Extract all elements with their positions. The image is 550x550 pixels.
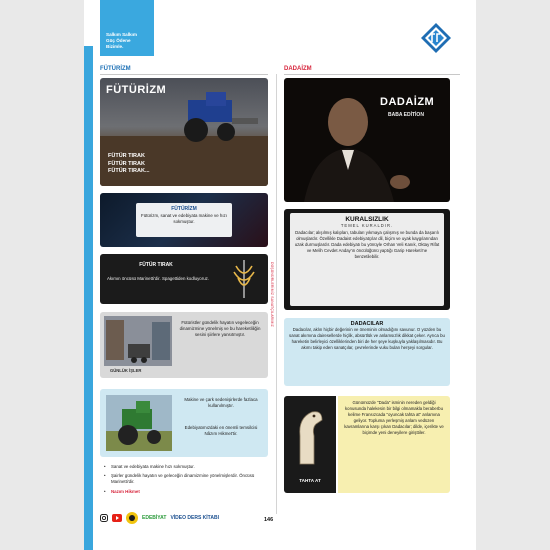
- futur-line-1: FÜTÜR TIRAK: [108, 153, 145, 159]
- gundelik-label: GÜNLÜK İŞLER: [110, 368, 142, 373]
- kuralsizlik-subtitle: TEMEL KURALDIR.: [340, 223, 394, 228]
- bullet-dot-icon: •: [104, 464, 106, 469]
- futur-tirak-title-text: FÜTÜR TIRAK: [139, 262, 173, 268]
- gundelik-text: Fütüristler gündelik hayatın vegeleceğin dinamizmine yönelmiş ve bu hareketliliğin sesini şiirlere yansıtmıştır.: [179, 320, 261, 338]
- right-divider: [284, 74, 460, 75]
- makine-text-1: Makine ve çark sedenişirlerde fazlaca kullanılmıştır.: [184, 397, 258, 409]
- footer-brand-name: EDEBİYAT: [142, 515, 167, 521]
- footer-book-title: VİDEO DERS KİTABI: [170, 515, 219, 521]
- futurizm-definition-text: Fütürizm, sanat ve edebiyata makine ve hızı sokmuştur.: [141, 213, 227, 225]
- futur-tirak-text: Akımın öncüsü Marinetti'dir. Spagettiden kodluyoruz.: [106, 276, 210, 281]
- vertical-caption: DÜŞÜNÜRLERİMİZ SANATÇILARIMIZ: [270, 262, 274, 327]
- kuralsizlik-title: KURALSIZLIK: [345, 216, 389, 223]
- dadacilar-text: Dadacılar, aklın hiçbir değerinin ve öneminin olmadığını savunur. O yüzden bu sanat akımına dairesellerde hiçlik, absürtlük ve anlamsızlık dikkat çeker. Ayrıca bu hareketin belirleyici özelliklerinden biri de her şeye kuşkuyla yaklaşılmasıdır. Bu akımı takip eden sanatçılar, çevrelerinde vuku bulan herşeyi sorgular.: [289, 327, 445, 350]
- dadaizm-banner: [284, 78, 450, 202]
- futur-line-3: FÜTÜR TIRAK...: [108, 168, 150, 174]
- bullet-item: [104, 473, 268, 485]
- tahta-at-text: Günümüzde "Dada" isminin nereden geldiği konusunda halekesin bir bilgi olmamakla beraberbu kelime Fransızcada "oyuncak tahta at" anlamına geliyor. Topluma yerleşmiş anlam vedüzen kavramlarına karşı çıkan Dadacılar; dilde, içerikte ve biçimde yeni deneyilere girişttiler.: [344, 400, 444, 436]
- futur-tirak-title: [100, 262, 212, 269]
- column-divider: [276, 74, 277, 514]
- slogan-tab: [100, 0, 154, 56]
- futur-tirak-card: [100, 254, 268, 304]
- makine-text-2: Edebiyatımızdaki en önemli temsilcisi Nâzım Hikmet'tir.: [184, 425, 258, 437]
- bullet-dot-icon: •: [104, 488, 106, 494]
- futurizm-definition-box: [136, 203, 232, 237]
- spaghetti-fork-icon: [226, 258, 262, 300]
- bullet-item: [104, 464, 268, 470]
- tahta-at-image-panel: [284, 396, 336, 493]
- tahta-at-text-panel: [338, 396, 450, 493]
- dadacilar-title: DADACILAR: [350, 321, 384, 327]
- futurizm-banner-title: FÜTÜRİZM: [106, 84, 167, 96]
- book-page: [84, 0, 476, 550]
- bullet-text-2: Şairler gündelik hayatın ve geleceğin dinamizmine yönelmişlerdir. Öncüsü Marinetti'dir.: [111, 473, 255, 485]
- street-scene-image: [104, 316, 172, 366]
- futurizm-banner: [100, 78, 268, 186]
- page-number: 146: [264, 517, 274, 523]
- slogan-line-1: Salkım Salkım: [106, 32, 137, 37]
- slogan-line-3: Bizimle.: [106, 44, 124, 49]
- youtube-icon[interactable]: [112, 514, 122, 522]
- futur-line-2: FÜTÜR TIRAK: [108, 160, 145, 167]
- dadacilar-card: [284, 318, 450, 386]
- kuralsizlik-text: Dadacılar; alışılmış kalıpları, tabuları yıkmaya çalışmış ve bunda da başarılı olmuşlardır. Özellikle Dadaist edebiyatçılar dil, biçim ve uyak kaygılarından uzak durmuşlardır. Dada edebiyatı bu yönüyle Orhan Veli Kanık, Oktay Rifat ve Melih Cevdet Anday'ın öncülüğünü yaptığı Garip Hareketi'ne benzetilebilir.: [294, 230, 440, 259]
- channel-badge-icon: [126, 512, 138, 524]
- slogan-line-2: Güç Ödene: [106, 38, 131, 43]
- green-tractor-image: [106, 395, 172, 451]
- kuralsizlik-box: [290, 213, 444, 306]
- bullet-text-1: Sanat ve edebiyata makine hızı sokmuştur.: [111, 464, 195, 469]
- left-divider: [100, 74, 268, 75]
- gundelik-card: [100, 312, 268, 378]
- bullet-text-3: Nazım Hikmet: [111, 488, 140, 494]
- wooden-horse-icon: [292, 406, 328, 466]
- futurizm-heading: FÜTÜRİZM: [100, 66, 131, 72]
- tahta-at-card: [284, 396, 450, 493]
- summary-bullets: [104, 464, 268, 495]
- footer-brand: [100, 512, 219, 524]
- futurizm-definition-card: [100, 193, 268, 247]
- tahta-at-label: TAHTA AT: [299, 478, 321, 483]
- dadaizm-banner-subtitle: BABA EDİTİON: [388, 112, 424, 118]
- kuralsizlik-card: [284, 209, 450, 310]
- instagram-icon[interactable]: [100, 514, 108, 522]
- futurizm-definition-title: FÜTÜRİZM: [171, 206, 197, 212]
- publisher-logo-icon: [420, 22, 452, 54]
- futur-tirak-lines: [108, 153, 150, 176]
- bullet-dot-icon: •: [104, 473, 106, 479]
- makine-card: [100, 389, 268, 457]
- dadaizm-heading: DADAİZM: [284, 66, 312, 72]
- bullet-item: [104, 489, 268, 495]
- dadaizm-banner-title: DADAİZM: [380, 96, 435, 108]
- blue-side-strip: [84, 46, 93, 550]
